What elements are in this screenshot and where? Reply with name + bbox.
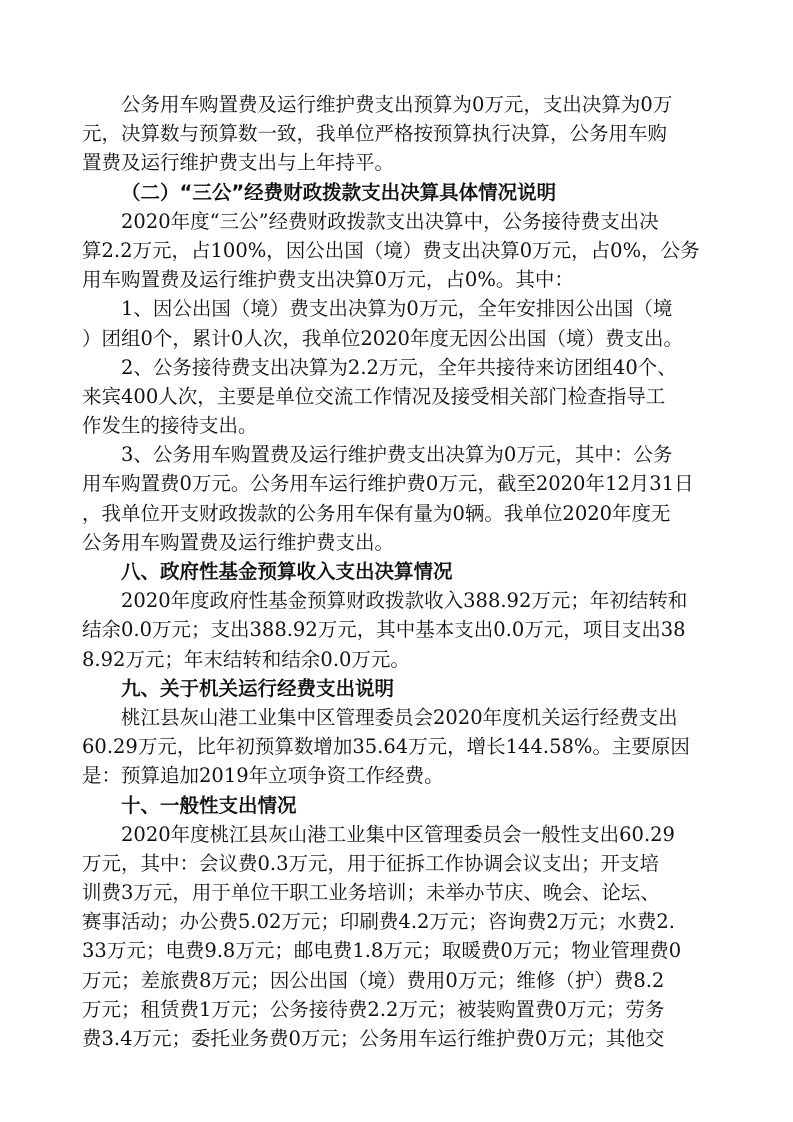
text-line: 费3.4万元；委托业务费0万元；公务用车运行维护费0万元；其他交	[82, 1027, 665, 1050]
text-line: 元，决算数与预算数一致，我单位严格按预算执行决算，公务用车购	[82, 122, 668, 146]
text-line: 2020年度桃江县灰山港工业集中区管理委员会一般性支出60.29	[121, 822, 675, 846]
text-line: 8.92万元；年末结转和结余0.0万元。	[82, 647, 410, 671]
text-line: 1、因公出国（境）费支出决算为0万元，全年安排因公出国（境	[121, 297, 673, 321]
text-line: 万元；租赁费1万元；公务接待费2.2万元；被装购置费0万元；劳务	[82, 997, 665, 1021]
section-heading: （二）“三公”经费财政拨款支出决算具体情况说明	[121, 180, 557, 204]
text-line: 桃江县灰山港工业集中区管理委员会2020年度机关运行经费支出	[121, 705, 678, 729]
text-line: 来宾400人次，主要是单位交流工作情况及接受相关部门检查指导工	[82, 384, 666, 408]
document-body	[82, 90, 722, 1053]
text-line: ）团组0个，累计0人次，我单位2020年度无因公出国（境）费支出。	[82, 326, 683, 350]
text-line: 用车购置费及运行维护费支出决算0万元，占0%。其中：	[82, 268, 574, 292]
text-line: 是：预算追加2019年立项争资工作经费。	[82, 764, 444, 788]
text-line: 2、公务接待费支出决算为2.2万元，全年共接待来访团组40个、	[121, 355, 677, 379]
text-line: ，我单位开支财政拨款的公务用车保有量为0辆。我单位2020年度无	[82, 501, 671, 525]
text-line: 结余0.0万元；支出388.92万元，其中基本支出0.0万元，项目支出38	[82, 618, 686, 642]
text-line: 置费及运行维护费支出与上年持平。	[82, 151, 395, 175]
text-line: 训费3万元，用于单位干职工业务培训；未举办节庆、晚会、论坛、	[82, 881, 660, 905]
section-heading: 八、政府性基金预算收入支出决算情况	[121, 560, 453, 583]
text-line: 60.29万元，比年初预算数增加35.64万元，增长144.58%。主要原因	[82, 735, 690, 759]
text-line: 万元，其中：会议费0.3万元，用于征拆工作协调会议支出；开支培	[82, 851, 660, 875]
section-heading: 十、一般性支出情况	[121, 793, 297, 817]
text-line: 公务用车购置费及运行维护费支出预算为0万元，支出决算为0万	[121, 93, 673, 116]
text-line: 33万元；电费9.8万元；邮电费1.8万元；取暖费0万元；物业管理费0	[82, 939, 682, 963]
text-line: 2020年度政府性基金预算财政拨款收入388.92万元；年初结转和	[121, 589, 688, 613]
text-line: 万元；差旅费8万元；因公出国（境）费用0万元；维修（护）费8.2	[82, 968, 665, 992]
text-line: 用车购置费0万元。公务用车运行维护费0万元，截至2020年12月31日	[82, 472, 694, 496]
text-line: 3、公务用车购置费及运行维护费支出决算为0万元，其中：公务	[121, 443, 673, 467]
text-line: 算2.2万元，占100%，因公出国（境）费支出决算0万元，占0%，公务	[82, 238, 700, 262]
text-line: 赛事活动；办公费5.02万元；印刷费4.2万元；咨询费2万元；水费2.	[82, 910, 675, 934]
text-line: 作发生的接待支出。	[82, 414, 258, 438]
text-line: 2020年度“三公”经费财政拨款支出决算中，公务接待费支出决	[121, 209, 659, 233]
text-line: 公务用车购置费及运行维护费支出。	[82, 530, 395, 554]
section-heading: 九、关于机关运行经费支出说明	[121, 676, 395, 700]
